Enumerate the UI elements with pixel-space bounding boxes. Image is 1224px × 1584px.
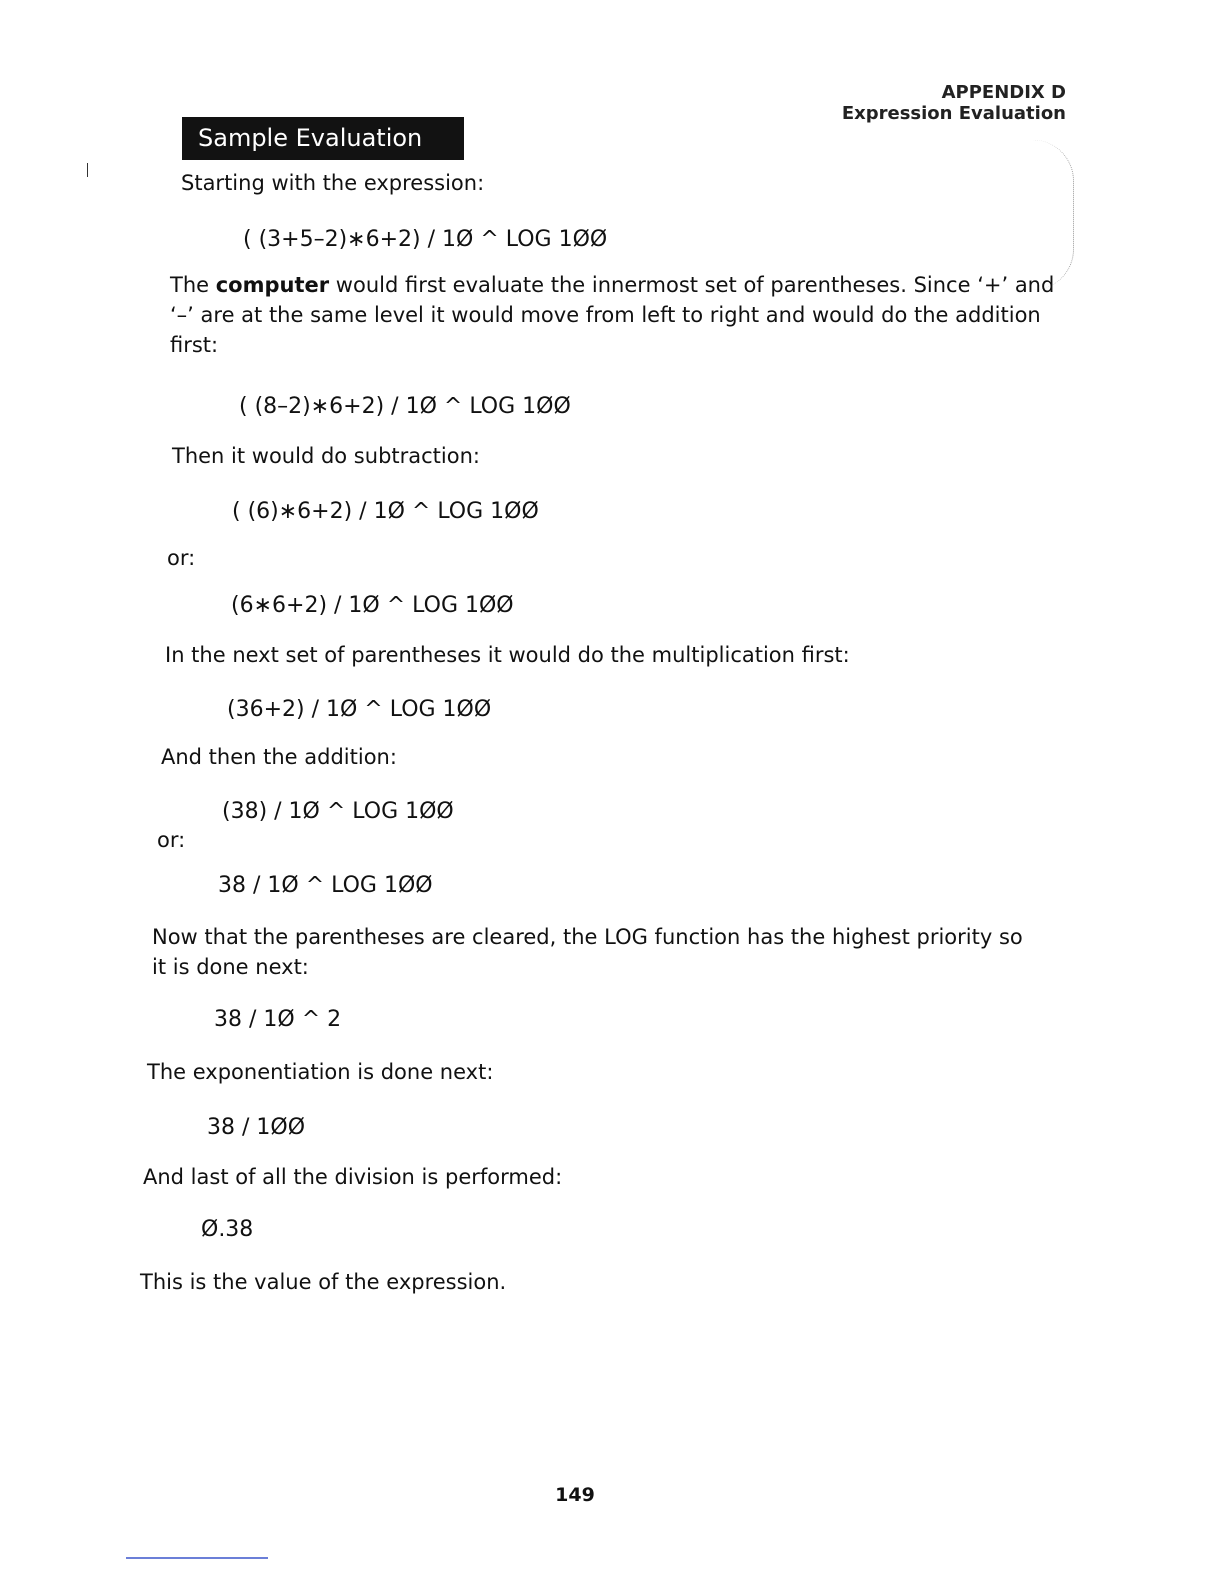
expression-3: ( (6)∗6+2) / 1Ø ^ LOG 1ØØ bbox=[232, 499, 539, 524]
running-header bbox=[842, 82, 1066, 124]
header-appendix: APPENDIX D bbox=[941, 82, 1066, 103]
intro-text: Starting with the expression: bbox=[181, 171, 485, 195]
expression-8: 38 / 1Ø ^ 2 bbox=[214, 1007, 342, 1032]
result-value: Ø.38 bbox=[201, 1217, 254, 1242]
subtraction-text: Then it would do subtraction: bbox=[172, 444, 480, 468]
header-subtitle: Expression Evaluation bbox=[841, 103, 1066, 124]
paragraph-log-priority: Now that the parentheses are cleared, the LOG function has the highest priority so it is done next: bbox=[152, 925, 1023, 979]
multiplication-text: In the next set of parentheses it would do the multiplication first: bbox=[165, 643, 850, 667]
expression-7: 38 / 1Ø ^ LOG 1ØØ bbox=[218, 873, 433, 898]
exponentiation-text: The exponentiation is done next: bbox=[147, 1060, 494, 1084]
division-text: And last of all the division is performed: bbox=[143, 1165, 563, 1189]
or-label-1: or: bbox=[167, 546, 196, 570]
para1-bold: computer bbox=[215, 273, 330, 297]
page-number: 149 bbox=[555, 1484, 595, 1506]
expression-9: 38 / 1ØØ bbox=[207, 1115, 306, 1140]
expression-5: (36+2) / 1Ø ^ LOG 1ØØ bbox=[227, 697, 492, 722]
scan-artifact bbox=[1033, 140, 1074, 290]
closing-text: This is the value of the expression. bbox=[140, 1270, 507, 1294]
expression-2: ( (8–2)∗6+2) / 1Ø ^ LOG 1ØØ bbox=[239, 394, 571, 419]
para1-pre: The bbox=[170, 273, 216, 297]
paragraph-innermost bbox=[170, 270, 1060, 360]
expression-1: ( (3+5–2)∗6+2) / 1Ø ^ LOG 1ØØ bbox=[243, 227, 608, 252]
footer-rule bbox=[126, 1557, 268, 1559]
para1-post: would first evaluate the innermost set of parentheses. Since ‘+’ and ‘–’ are at the same level it would move from left to right and would do the addition first: bbox=[170, 273, 1055, 357]
expression-4: (6∗6+2) / 1Ø ^ LOG 1ØØ bbox=[231, 593, 514, 618]
section-title: Sample Evaluation bbox=[182, 117, 464, 160]
addition-text: And then the addition: bbox=[161, 745, 397, 769]
or-label-2: or: bbox=[157, 828, 186, 852]
expression-6: (38) / 1Ø ^ LOG 1ØØ bbox=[222, 799, 454, 824]
margin-mark bbox=[87, 163, 88, 177]
